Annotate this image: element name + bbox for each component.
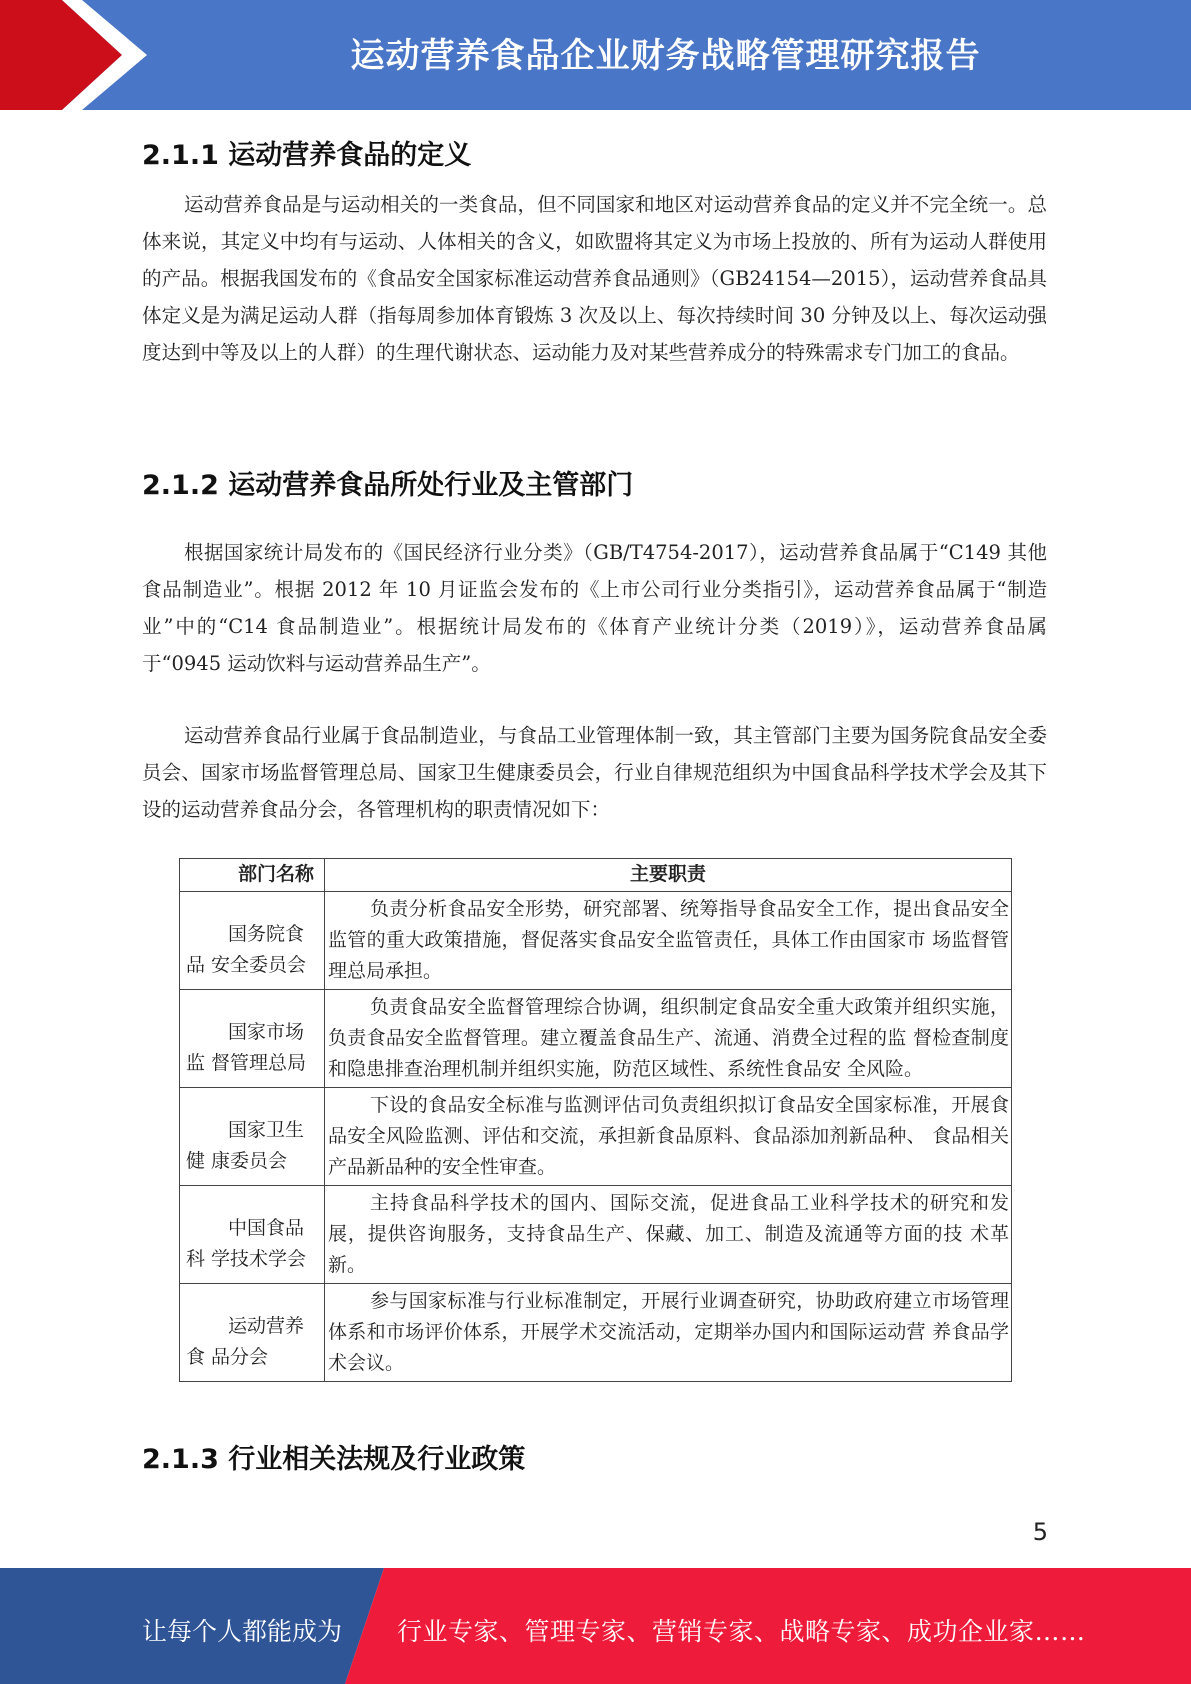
department-duty-cell: 主持食品科学技术的国内、国际交流，促进食品工业科学技术的研究和发展，提供咨询服务，支持食品生产、保藏、加工、制造及流通等方面的技 术革新。 xyxy=(325,1186,1012,1284)
section-heading-2-1-1: 2.1.1 运动营养食品的定义 xyxy=(142,140,472,171)
table-row xyxy=(180,1284,1012,1382)
table-row xyxy=(180,990,1012,1088)
section-heading-2-1-3: 2.1.3 行业相关法规及行业政策 xyxy=(142,1444,526,1475)
paragraph-industry-classification: 根据国家统计局发布的《国民经济行业分类》（GB/T4754-2017），运动营养食品属于“C149 其他食品制造业”。根据 2012 年 10 月证监会发布的《上市公司行业分类指引》，运动营养食品属于“制造业”中的“C14 食品制造业”。根据统计局发布的《体育产业统计分类（2019）》，运动营养食品属于“0945 运动饮料与运动营养品生产”。 xyxy=(142,541,1047,675)
department-name-cell: 国务院食品 安全委员会 xyxy=(180,892,325,990)
department-duty-cell: 负责分析食品安全形势，研究部署、统筹指导食品安全工作，提出食品安全监管的重大政策措施，督促落实食品安全监管责任，具体工作由国家市 场监督管理总局承担。 xyxy=(325,892,1012,990)
page-header xyxy=(0,0,1191,110)
footer-slogan-right: 行业专家、管理专家、营销专家、战略专家、成功企业家…… xyxy=(397,1617,1086,1646)
department-name-cell: 中国食品科 学技术学会 xyxy=(180,1186,325,1284)
report-title: 运动营养食品企业财务战略管理研究报告 xyxy=(350,36,981,76)
department-name-cell: 运动营养食 品分会 xyxy=(180,1284,325,1382)
department-name-cell: 国家市场监 督管理总局 xyxy=(180,990,325,1088)
section-heading-2-1-2: 2.1.2 运动营养食品所处行业及主管部门 xyxy=(142,470,634,501)
department-duty-cell: 负责食品安全监督管理综合协调，组织制定食品安全重大政策并组织实施，负责食品安全监督管理。建立覆盖食品生产、流通、消费全过程的监 督检查制度和隐患排查治理机制并组织实施，防范区域性、系统性食品安 全风险。 xyxy=(325,990,1012,1088)
department-duty-cell: 下设的食品安全标准与监测评估司负责组织拟订食品安全国家标准，开展食品安全风险监测、评估和交流，承担新食品原料、食品添加剂新品种、 食品相关产品新品种的安全性审查。 xyxy=(325,1088,1012,1186)
paragraph-definition: 运动营养食品是与运动相关的一类食品，但不同国家和地区对运动营养食品的定义并不完全统一。总体来说，其定义中均有与运动、人体相关的含义，如欧盟将其定义为市场上投放的、所有为运动人群使用的产品。根据我国发布的《食品安全国家标准运动营养食品通则》（GB24154—2015），运动营养食品具体定义是为满足运动人群（指每周参加体育锻炼 3 次及以上、每次持续时间 30 分钟及以上、每次运动强度达到中等及以上的人群）的生理代谢状态、运动能力及对某些营养成分的特殊需求专门加工的食品。 xyxy=(142,193,1047,364)
department-name-cell: 国家卫生健 康委员会 xyxy=(180,1088,325,1186)
table-row xyxy=(180,1186,1012,1284)
regulators-table-container xyxy=(179,858,1012,1382)
header-arrow-decoration xyxy=(0,0,160,110)
column-header-duties: 主要职责 xyxy=(325,859,1012,892)
regulators-table xyxy=(179,858,1012,1382)
paragraph-regulators-intro: 运动营养食品行业属于食品制造业，与食品工业管理体制一致，其主管部门主要为国务院食品安全委员会、国家市场监督管理总局、国家卫生健康委员会，行业自律规范组织为中国食品科学技术学会及其下设的运动营养食品分会，各管理机构的职责情况如下： xyxy=(142,724,1047,821)
table-row xyxy=(180,892,1012,990)
page-number: 5 xyxy=(1032,1518,1048,1546)
footer-slogan-left: 让每个人都能成为 xyxy=(142,1617,343,1646)
department-duty-cell: 参与国家标准与行业标准制定，开展行业调查研究，协助政府建立市场管理体系和市场评价体系，开展学术交流活动，定期举办国内和国际运动营 养食品学术会议。 xyxy=(325,1284,1012,1382)
table-header-row xyxy=(180,859,1012,892)
page-footer xyxy=(0,1568,1191,1684)
column-header-department: 部门名称 xyxy=(180,859,325,892)
table-row xyxy=(180,1088,1012,1186)
